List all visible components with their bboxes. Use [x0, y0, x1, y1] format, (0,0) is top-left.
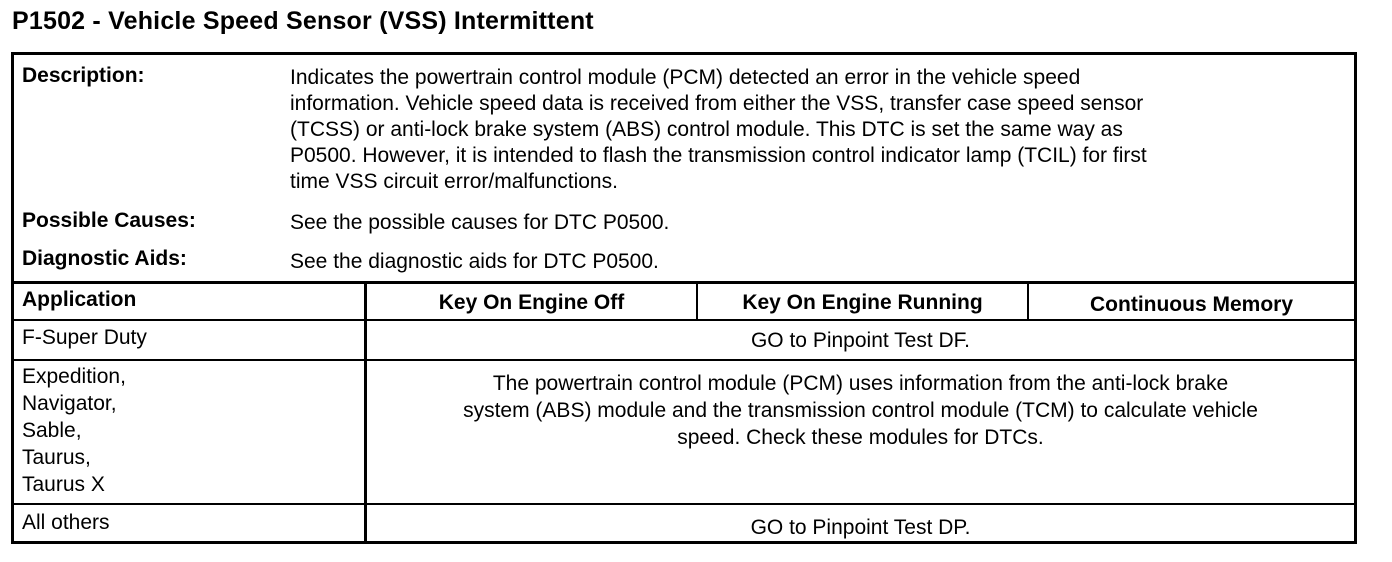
dtc-info-table — [11, 52, 1357, 544]
row-2-application-line-2: Navigator, — [22, 392, 117, 415]
diagnostic-aids-text: See the diagnostic aids for DTC P0500. — [290, 250, 659, 273]
row-1-application: F-Super Duty — [22, 326, 147, 349]
header-continuous-memory: Continuous Memory — [1090, 293, 1293, 316]
page-title: P1502 - Vehicle Speed Sensor (VSS) Intermittent — [12, 7, 594, 35]
header-key-on-engine-running: Key On Engine Running — [742, 291, 983, 314]
row-2-application-line-5: Taurus X — [22, 473, 105, 496]
header-key-on-engine-off: Key On Engine Off — [438, 291, 625, 314]
row-2-action — [367, 370, 1354, 451]
diagnostic-aids-label: Diagnostic Aids: — [22, 247, 187, 270]
divider-row-2 — [14, 503, 1354, 505]
description-line-1: Indicates the powertrain control module (PCM) detected an error in the vehicle speed — [290, 66, 1081, 89]
row-2-action-line-3: speed. Check these modules for DTCs. — [677, 426, 1044, 449]
row-2-action-line-1: The powertrain control module (PCM) uses information from the anti-lock brake — [492, 372, 1229, 395]
row-2-action-line-2: system (ABS) module and the transmission control module (TCM) to calculate vehicle — [463, 399, 1258, 422]
row-3-application: All others — [22, 511, 110, 534]
row-2-application-line-1: Expedition, — [22, 365, 126, 388]
description-line-3: (TCSS) or anti-lock brake system (ABS) control module. This DTC is set the same way as — [290, 118, 1123, 141]
description-label: Description: — [22, 64, 145, 87]
header-application: Application — [22, 288, 137, 311]
description-line-4: P0500. However, it is intended to flash the transmission control indicator lamp (TCIL) for first — [290, 144, 1147, 167]
divider-header-bottom — [14, 319, 1354, 321]
row-2-application-line-4: Taurus, — [22, 446, 91, 469]
description-line-2: information. Vehicle speed data is received from either the VSS, transfer case speed sensor — [290, 92, 1144, 115]
row-2-application — [22, 363, 126, 498]
possible-causes-label: Possible Causes: — [22, 209, 196, 232]
possible-causes-text: See the possible causes for DTC P0500. — [290, 211, 670, 234]
row-2-application-line-3: Sable, — [22, 419, 82, 442]
description-line-5: time VSS circuit error/malfunctions. — [290, 170, 618, 193]
row-3-action: GO to Pinpoint Test DP. — [750, 516, 971, 539]
divider-header-top — [14, 281, 1354, 284]
row-1-action: GO to Pinpoint Test DF. — [750, 329, 971, 352]
divider-row-1 — [14, 359, 1354, 361]
